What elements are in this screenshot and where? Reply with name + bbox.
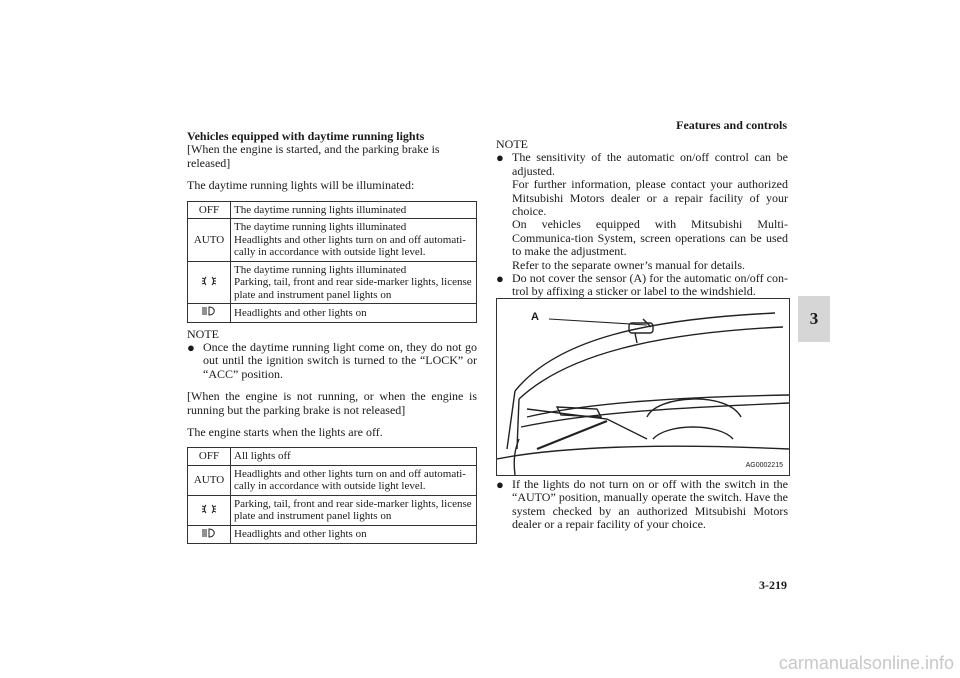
condition-started: [When the engine is started, and the parking brake is released] bbox=[187, 142, 440, 170]
light-state-description: All lights off bbox=[231, 448, 477, 466]
table-row bbox=[188, 219, 477, 262]
right-column-top bbox=[496, 138, 788, 299]
lights-table-not-running bbox=[187, 447, 477, 544]
left-column bbox=[187, 130, 477, 544]
switch-position bbox=[188, 495, 231, 525]
switch-position bbox=[188, 525, 231, 544]
light-state-description: Headlights and other lights on bbox=[231, 304, 477, 323]
sensor-label-a: A bbox=[531, 311, 539, 323]
light-state-description: The daytime running lights illuminated Parking, tail, front and rear side-marker lights, license plate and instrument panel lights on bbox=[231, 261, 477, 304]
note-text: Once the daytime running light come on, they do not go out until the ignition switch is turned to the “LOCK” or “ACC” position. bbox=[203, 340, 477, 381]
note-bullet-auto bbox=[496, 478, 788, 532]
intro-illuminated: The daytime running lights will be illuminated: bbox=[187, 178, 415, 193]
windshield-drawing bbox=[497, 299, 789, 475]
switch-position: AUTO bbox=[188, 465, 231, 495]
light-state-description: The daytime running lights illuminated bbox=[231, 201, 477, 219]
light-state-description: The daytime running lights illuminated Headlights and other lights turn on and off automati- cally in accordance with outside light level. bbox=[231, 219, 477, 262]
table-row bbox=[188, 525, 477, 544]
headlight-icon bbox=[201, 529, 217, 541]
parking-lamp-icon bbox=[201, 277, 217, 289]
note-label-right: NOTE bbox=[496, 137, 528, 151]
sensitivity-text: The sensitivity of the automatic on/off control can be adjusted. For further information, please contact your authorized Mitsubishi Motors dealer or a repair facility of your choice. On vehicles equipped with Mitsubishi Multi-Communica-tion System, screen operations can be used to make the adjustment. Refer to the separate owner’s manual for details. bbox=[512, 150, 788, 272]
lights-table-running bbox=[187, 201, 477, 323]
note-bullet bbox=[187, 341, 477, 381]
windshield-sensor-illustration bbox=[496, 298, 790, 476]
switch-position: OFF bbox=[188, 448, 231, 466]
chapter-tab: 3 bbox=[798, 296, 830, 342]
switch-position bbox=[188, 261, 231, 304]
section-title: Features and controls bbox=[676, 118, 787, 132]
light-state-description: Parking, tail, front and rear side-marker lights, license plate and instrument panel lights on bbox=[231, 495, 477, 525]
light-state-description: Headlights and other lights on bbox=[231, 525, 477, 544]
note-bullet-sensitivity bbox=[496, 151, 788, 272]
bullet-icon: ● bbox=[496, 150, 504, 166]
table-row bbox=[188, 201, 477, 219]
auto-text: If the lights do not turn on or off with the switch in the “AUTO” position, manually operate the switch. Have the system checked by an authorized Mitsubishi Motors dealer or a repair facility of your choice. bbox=[512, 477, 788, 532]
table-row bbox=[188, 495, 477, 525]
table-row bbox=[188, 261, 477, 304]
parking-lamp-icon bbox=[201, 505, 217, 517]
bullet-icon: ● bbox=[496, 477, 504, 492]
section-heading: Vehicles equipped with daytime running lights bbox=[187, 129, 425, 143]
sensor-text: Do not cover the sensor (A) for the automatic on/off con-trol by affixing a sticker or label to the windshield. bbox=[512, 271, 788, 299]
note-label: NOTE bbox=[187, 326, 219, 341]
intro-engine-starts: The engine starts when the lights are off. bbox=[187, 425, 383, 440]
bullet-icon: ● bbox=[187, 340, 195, 356]
figure-code: AG0002215 bbox=[745, 462, 783, 469]
condition-not-running: [When the engine is not running, or when the engine is running but the parking brake is not released] bbox=[187, 389, 477, 417]
switch-position: AUTO bbox=[188, 219, 231, 262]
note-bullet-sensor bbox=[496, 272, 788, 299]
table-row bbox=[188, 304, 477, 323]
headlight-icon bbox=[201, 307, 217, 319]
bullet-icon: ● bbox=[496, 271, 504, 287]
table-row bbox=[188, 448, 477, 466]
switch-position bbox=[188, 304, 231, 323]
switch-position: OFF bbox=[188, 201, 231, 219]
light-state-description: Headlights and other lights turn on and off automati- cally in accordance with outside light level. bbox=[231, 465, 477, 495]
right-column-bottom bbox=[496, 478, 788, 532]
watermark-link[interactable]: carmanualsonline.info bbox=[778, 653, 954, 673]
table-row bbox=[188, 465, 477, 495]
page-number: 3-219 bbox=[759, 578, 787, 592]
